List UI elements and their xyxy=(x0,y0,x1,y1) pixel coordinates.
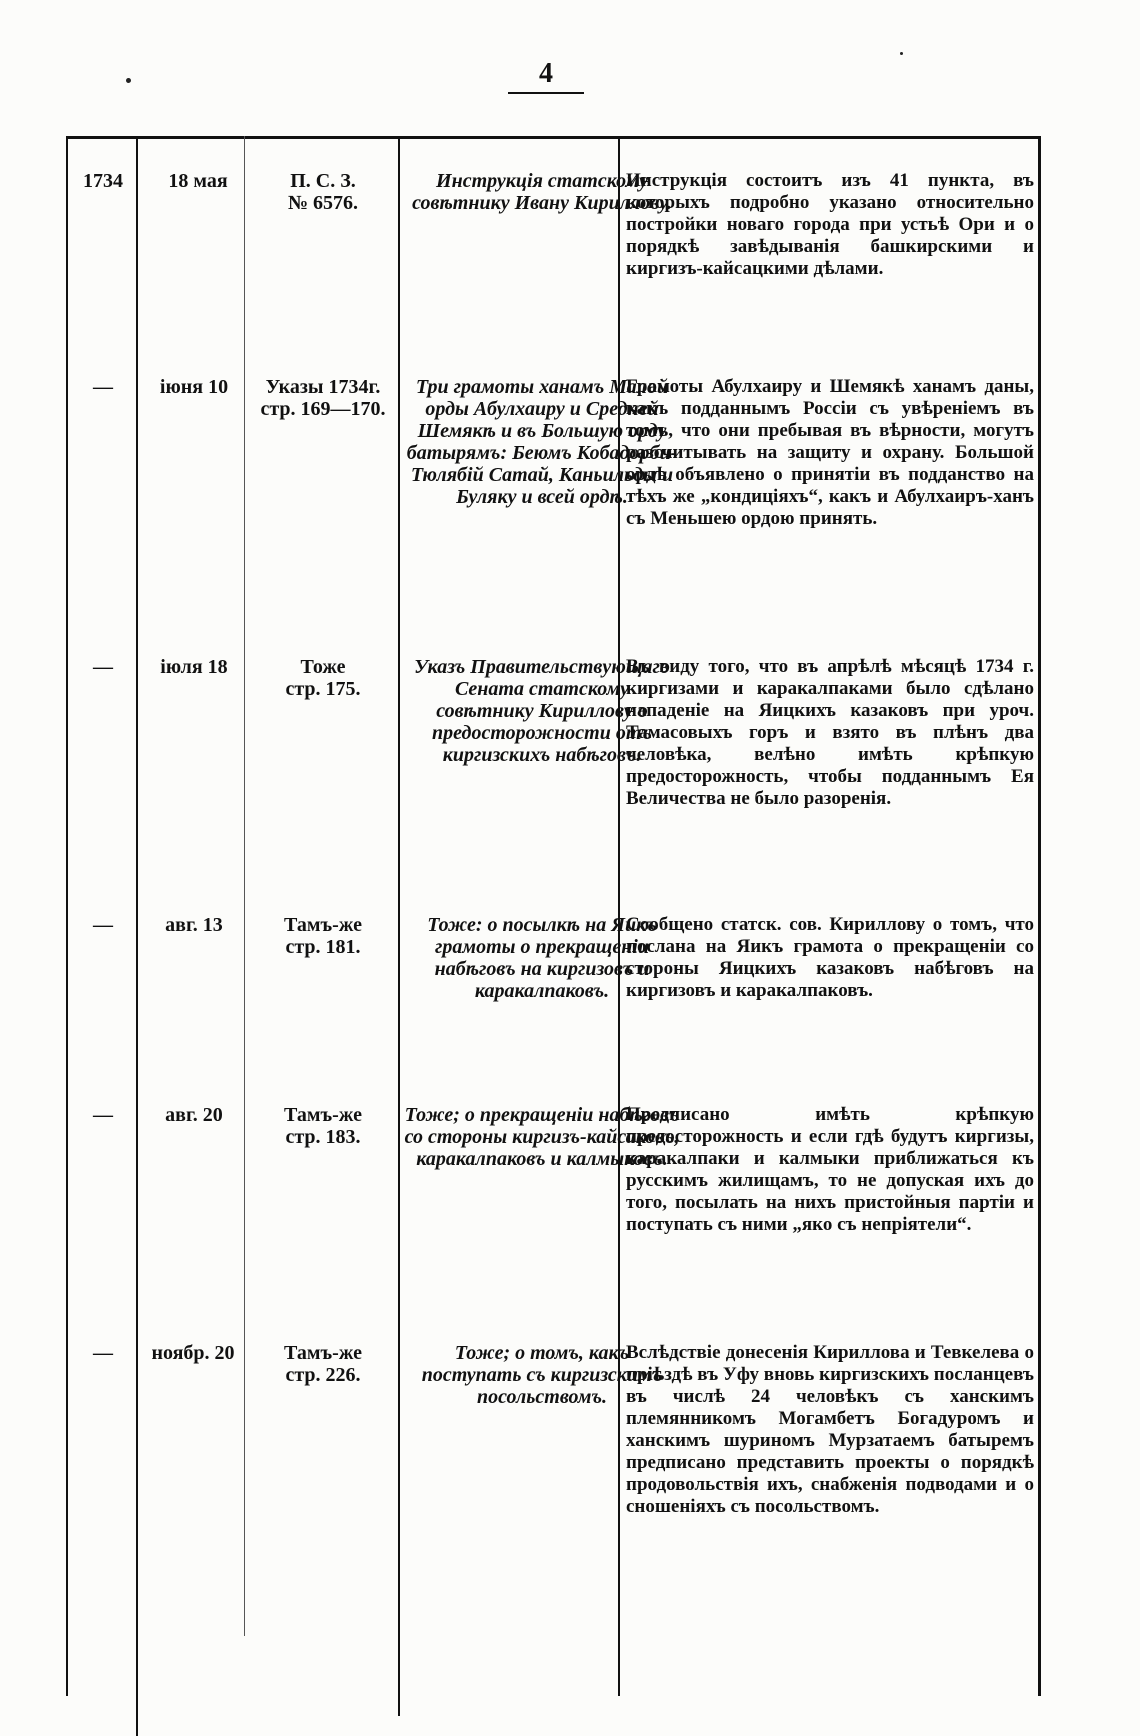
year-cell: — xyxy=(93,376,113,398)
column-divider xyxy=(136,136,138,1736)
year-cell: — xyxy=(93,914,113,936)
description-cell: Сообщено статск. сов. Кириллову о томъ, что послана на Яикъ грамота о прекращеніи со стороны Яицкихъ казаковъ набѣговъ на киргизовъ и каракалпаковъ. xyxy=(626,914,1034,1001)
description-cell: Инструкція состоитъ изъ 41 пункта, въ которыхъ подробно указано относительно постройки новаго города при устьѣ Ори и о порядкѣ завѣдыванія башкирскими и киргизъ-кайсацкими дѣлами. xyxy=(626,170,1034,279)
description-cell: Вслѣдствіе донесенія Кириллова и Тевкелева о пріѣздѣ въ Уфу вновь киргизскихъ посланцевъ въ числѣ 24 человѣкъ съ ханскимъ племянникомъ Могамбетъ Богадуромъ и ханскимъ шуриномъ Мурзатаемъ батыремъ предписано представить проекты о порядкѣ продовольствія ихъ, снабженія подводами и о сношеніяхъ съ посольствомъ. xyxy=(626,1342,1034,1517)
source-cell: Тамъ-же стр. 226. xyxy=(284,1342,362,1386)
table-right-border xyxy=(1038,136,1041,1696)
source-cell: Тамъ-же стр. 183. xyxy=(284,1104,362,1148)
year-cell: 1734 xyxy=(83,170,123,192)
year-cell: — xyxy=(93,1342,113,1364)
title-cell: Тоже; о томъ, какъ поступать съ киргизскимъ посольствомъ. xyxy=(421,1342,663,1408)
description-cell: Въ виду того, что въ апрѣлѣ мѣсяцѣ 1734 г. киргизами и каракалпаками было сдѣлано нападеніе на Яицкихъ казаковъ при уроч. Тамасовыхъ горъ и взято въ плѣнъ два человѣка, велѣно имѣть крѣпкую предосторожность, чтобы подданнымъ Ея Величества не было разоренія. xyxy=(626,656,1034,809)
table-left-border xyxy=(66,136,68,1696)
date-cell: ноябр. 20 xyxy=(151,1342,235,1364)
title-cell: Три грамоты ханамъ Малой орды Абулхаиру и Средней Шемякѣ и въ Большую орду батырямъ: Беюмъ Кобадорби-Тюлябій Сатай, Каньильды и Буляку и всей ордѣ. xyxy=(406,376,678,508)
print-speck xyxy=(900,52,903,55)
source-cell: П. С. З. № 6576. xyxy=(287,170,359,214)
date-cell: авг. 13 xyxy=(165,914,223,936)
date-cell: 18 мая xyxy=(168,170,228,192)
title-cell: Тоже: о посылкѣ на Яикъ грамоты о прекращеніи набѣговъ на киргизовъ и каракалпаковъ. xyxy=(427,914,657,1002)
column-divider xyxy=(244,136,245,1636)
print-speck xyxy=(126,78,131,83)
source-cell: Тоже стр. 175. xyxy=(285,656,361,700)
title-cell: Указъ Правительствующаго Сената статскому совѣтнику Кириллову о предосторожности отъ киргизскихъ набѣговъ. xyxy=(414,656,670,766)
date-cell: іюня 10 xyxy=(159,376,229,398)
source-cell: Тамъ-же стр. 181. xyxy=(284,914,362,958)
date-cell: авг. 20 xyxy=(165,1104,223,1126)
column-divider xyxy=(398,136,400,1716)
year-cell: — xyxy=(93,656,113,678)
page-number: 4 xyxy=(508,58,584,94)
date-cell: іюля 18 xyxy=(160,656,228,678)
table-top-rule xyxy=(66,136,1040,139)
description-cell: Предписано имѣть крѣпкую предосторожность и если гдѣ будутъ киргизы, каракалпаки и калмыки приближаться къ русскимъ жилищамъ, то не допуская ихъ до того, посылать на нихъ пристойныя партіи и поступать съ ними „яко съ непріятели“. xyxy=(626,1104,1034,1235)
title-cell: Тоже; о прекращеніи набѣговъ со стороны киргизъ-кайсаковъ, каракалпаковъ и калмыковъ. xyxy=(404,1104,680,1170)
year-cell: — xyxy=(93,1104,113,1126)
title-cell: Инструкція статскому совѣтнику Ивану Кириллову. xyxy=(412,170,672,214)
description-cell: Грамоты Абулхаиру и Шемякѣ ханамъ даны, какъ подданнымъ Россіи съ увѣреніемъ въ томъ, что они пребывая въ вѣрности, могутъ разсчитывать на защиту и охрану. Большой ордѣ объявлено о принятіи въ подданство на тѣхъ же „кондиціяхъ“, какъ и Абулхаиръ-ханъ съ Меньшею ордою принять. xyxy=(626,376,1034,529)
source-cell: Указы 1734г. стр. 169—170. xyxy=(260,376,386,420)
